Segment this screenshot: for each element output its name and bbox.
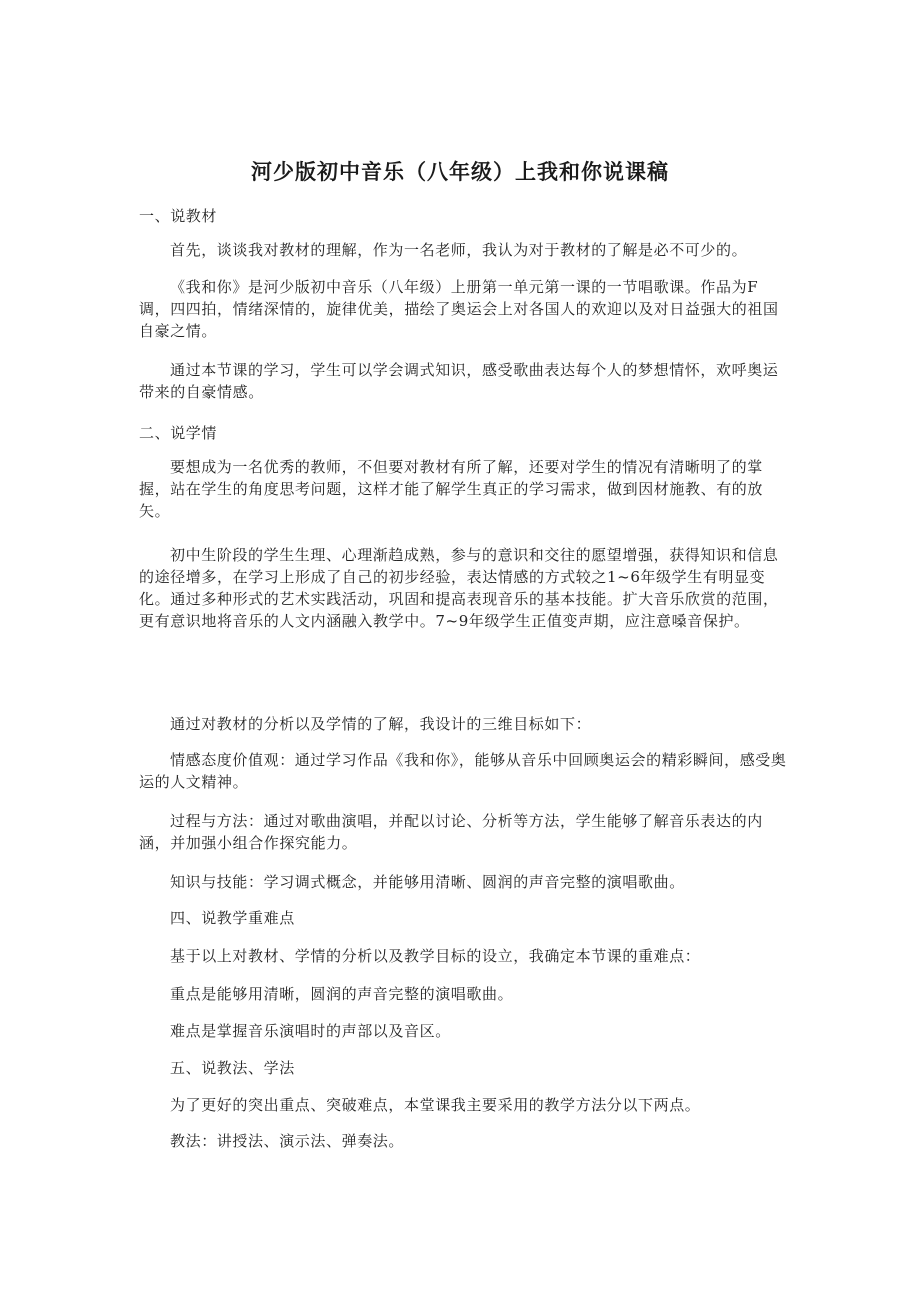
paragraph-student-characteristics: 初中生阶段的学生生理、心理渐趋成熟，参与的意识和交往的愿望增强，获得知识和信息的途径增多，在学习上形成了自己的初步经验，表达情感的方式较之1~6年级学生有明显变化。通过多种形式的艺术实践活动，巩固和提高表现音乐的基本技能。扩大音乐欣赏的范围，更有意识地将音乐的人文内涵融入教学中。7~9年级学生正值变声期，应注意嗓音保护。 xyxy=(139,546,779,630)
paragraph-understanding-material: 首先，谈谈我对教材的理解，作为一名老师，我认为对于教材的了解是必不可少的。 xyxy=(170,241,748,259)
paragraph-key-difficulty-intro: 基于以上对教材、学情的分析以及教学目标的设立，我确定本节课的重难点： xyxy=(170,947,701,965)
paragraph-goal-emotion: 情感态度价值观：通过学习作品《我和你》，能够从音乐中回顾奥运会的精彩瞬间，感受奥运的人文精神。 xyxy=(139,751,787,791)
paragraph-methods-intro: 为了更好的突出重点、突破难点，本堂课我主要采用的教学方法分以下两点。 xyxy=(170,1096,701,1114)
paragraph-teaching-methods: 教法：讲授法、演示法、弹奏法。 xyxy=(170,1132,405,1150)
document-title: 河少版初中音乐（八年级）上我和你说课稿 xyxy=(251,159,669,185)
paragraph-goal-process: 过程与方法：通过对歌曲演唱，并配以讨论、分析等方法，学生能够了解音乐表达的内涵，并加强小组合作探究能力。 xyxy=(139,812,763,852)
paragraph-learning-outcome: 通过本节课的学习，学生可以学会调式知识，感受歌曲表达每个人的梦想情怀，欢呼奥运带来的自豪情感。 xyxy=(139,361,779,401)
paragraph-goal-knowledge: 知识与技能：学习调式概念，并能够用清晰、圆润的声音完整的演唱歌曲。 xyxy=(170,873,685,891)
paragraph-song-introduction: 《我和你》是河少版初中音乐（八年级）上册第一单元第一课的一节唱歌课。作品为F调，四四拍，情绪深情的，旋律优美，描绘了奥运会上对各国人的欢迎以及对日益强大的祖国自豪之情。 xyxy=(139,278,779,340)
section-heading-teaching-material: 一、说教材 xyxy=(139,207,218,225)
paragraph-goals-intro: 通过对教材的分析以及学情的了解，我设计的三维目标如下： xyxy=(170,715,592,733)
paragraph-key-point: 重点是能够用清晰，圆润的声音完整的演唱歌曲。 xyxy=(170,985,514,1003)
section-heading-key-difficulty: 四、说教学重难点 xyxy=(170,909,295,927)
section-heading-methods: 五、说教法、学法 xyxy=(170,1059,295,1077)
paragraph-difficult-point: 难点是掌握音乐演唱时的声部以及音区。 xyxy=(170,1022,451,1040)
paragraph-teacher-understanding: 要想成为一名优秀的教师，不但要对教材有所了解，还要对学生的情况有清晰明了的掌握，站在学生的角度思考问题，这样才能了解学生真正的学习需求，做到因材施教、有的放矢。 xyxy=(139,458,764,520)
section-heading-students: 二、说学情 xyxy=(139,424,218,442)
